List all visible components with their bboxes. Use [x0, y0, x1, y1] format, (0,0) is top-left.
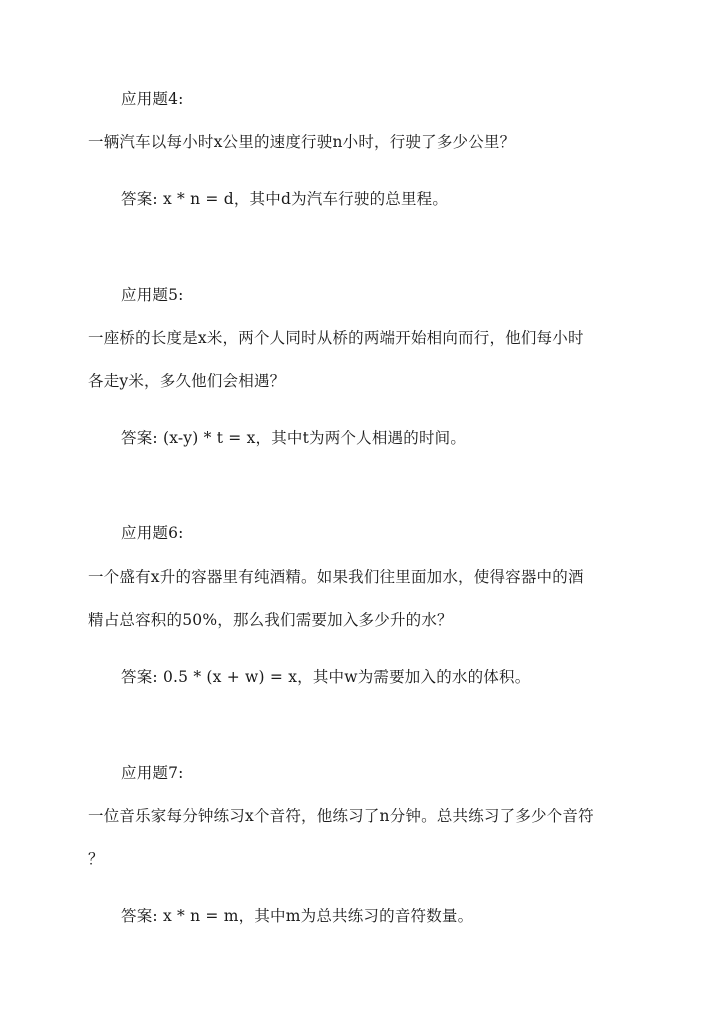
- problem-6-heading: 应用题6:: [121, 524, 184, 542]
- problem-6-text-line-2: 精占总容积的50%，那么我们需要加入多少升的水？: [88, 611, 453, 629]
- problem-4-answer: 答案: x * n = d，其中d为汽车行驶的总里程。: [121, 190, 449, 208]
- problem-7-heading: 应用题7:: [121, 764, 184, 782]
- problem-7-answer: 答案: x * n = m，其中m为总共练习的音符数量。: [121, 907, 474, 925]
- problem-4-text-line-1: 一辆汽车以每小时x公里的速度行驶n小时，行驶了多少公里？: [88, 133, 516, 151]
- problem-4-heading: 应用题4:: [121, 90, 184, 108]
- problem-5-heading: 应用题5:: [121, 286, 184, 304]
- problem-7-text-line-1: 一位音乐家每分钟练习x个音符，他练习了n分钟。总共练习了多少个音符: [88, 807, 594, 825]
- problem-5-answer: 答案: (x-y) * t = x，其中t为两个人相遇的时间。: [121, 429, 467, 447]
- problem-5-text-line-1: 一座桥的长度是x米，两个人同时从桥的两端开始相向而行，他们每小时: [88, 329, 584, 347]
- problem-6-text-line-1: 一个盛有x升的容器里有纯酒精。如果我们往里面加水，使得容器中的酒: [88, 568, 584, 586]
- problem-5-text-line-2: 各走y米，多久他们会相遇？: [88, 372, 286, 390]
- problem-6-answer: 答案: 0.5 * (x + w) = x，其中w为需要加入的水的体积。: [121, 668, 531, 686]
- problem-7-text-line-2: ？: [88, 850, 104, 868]
